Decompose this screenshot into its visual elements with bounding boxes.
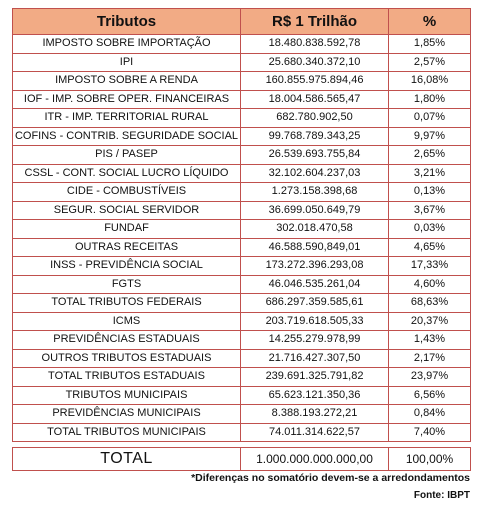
tributo-value-cell: 21.716.427.307,50	[241, 349, 389, 368]
tributo-value-cell: 1.273.158.398,68	[241, 183, 389, 202]
tributo-name-cell: TOTAL TRIBUTOS FEDERAIS	[13, 294, 241, 313]
table-header-row	[13, 9, 471, 35]
tributo-name-cell: FGTS	[13, 275, 241, 294]
tributo-name-cell: IMPOSTO SOBRE IMPORTAÇÃO	[13, 35, 241, 54]
tributo-name-cell: INSS - PREVIDÊNCIA SOCIAL	[13, 257, 241, 276]
table-row	[13, 201, 471, 220]
table-row	[13, 386, 471, 405]
tributo-percent-cell: 0,13%	[389, 183, 471, 202]
tributo-value-cell: 99.768.789.343,25	[241, 127, 389, 146]
tributo-value-cell: 8.388.193.272,21	[241, 405, 389, 424]
table-row	[13, 423, 471, 442]
rounding-note: *Diferenças no somatório devem-se a arredondamentos	[191, 472, 470, 484]
tributo-name-cell: FUNDAF	[13, 220, 241, 239]
tributo-percent-cell: 1,80%	[389, 90, 471, 109]
tributo-value-cell: 46.588.590,849,01	[241, 238, 389, 257]
tax-table	[12, 8, 471, 442]
table-row	[13, 127, 471, 146]
table-row	[13, 405, 471, 424]
tributo-percent-cell: 3,67%	[389, 201, 471, 220]
tributo-percent-cell: 6,56%	[389, 386, 471, 405]
tributo-value-cell: 18.004.586.565,47	[241, 90, 389, 109]
tributo-percent-cell: 3,21%	[389, 164, 471, 183]
total-table	[12, 447, 471, 471]
tributo-name-cell: TRIBUTOS MUNICIPAIS	[13, 386, 241, 405]
tributo-percent-cell: 2,65%	[389, 146, 471, 165]
header-valor: R$ 1 Trilhão	[241, 9, 389, 35]
tributo-value-cell: 46.046.535.261,04	[241, 275, 389, 294]
table-row	[13, 53, 471, 72]
tributo-name-cell: CSSL - CONT. SOCIAL LUCRO LÍQUIDO	[13, 164, 241, 183]
table-row	[13, 109, 471, 128]
table-row	[13, 72, 471, 91]
tributo-name-cell: SEGUR. SOCIAL SERVIDOR	[13, 201, 241, 220]
tributo-percent-cell: 2,17%	[389, 349, 471, 368]
tributo-value-cell: 239.691.325.791,82	[241, 368, 389, 387]
tributo-value-cell: 173.272.396.293,08	[241, 257, 389, 276]
tributo-name-cell: OUTRAS RECEITAS	[13, 238, 241, 257]
total-percent: 100,00%	[389, 448, 471, 471]
tributo-percent-cell: 0,07%	[389, 109, 471, 128]
tributo-name-cell: PREVIDÊNCIAS MUNICIPAIS	[13, 405, 241, 424]
tributo-percent-cell: 16,08%	[389, 72, 471, 91]
total-value: 1.000.000.000.000,00	[241, 448, 389, 471]
tributo-name-cell: IMPOSTO SOBRE A RENDA	[13, 72, 241, 91]
table-row	[13, 146, 471, 165]
tributo-percent-cell: 20,37%	[389, 312, 471, 331]
tributo-value-cell: 32.102.604.237,03	[241, 164, 389, 183]
tributo-value-cell: 302.018.470,58	[241, 220, 389, 239]
source-label: Fonte: IBPT	[413, 490, 470, 501]
tributo-percent-cell: 0,03%	[389, 220, 471, 239]
tributo-name-cell: IPI	[13, 53, 241, 72]
total-row	[13, 448, 471, 471]
tributo-value-cell: 14.255.279.978,99	[241, 331, 389, 350]
tributo-percent-cell: 23,97%	[389, 368, 471, 387]
total-label: TOTAL	[13, 448, 241, 471]
table-row	[13, 368, 471, 387]
tributo-value-cell: 25.680.340.372,10	[241, 53, 389, 72]
table-body	[13, 35, 471, 442]
tributo-percent-cell: 1,43%	[389, 331, 471, 350]
tributo-percent-cell: 4,60%	[389, 275, 471, 294]
tributo-value-cell: 74.011.314.622,57	[241, 423, 389, 442]
table-row	[13, 312, 471, 331]
table-row	[13, 183, 471, 202]
tributo-percent-cell: 2,57%	[389, 53, 471, 72]
table-row	[13, 349, 471, 368]
tributo-value-cell: 18.480.838.592,78	[241, 35, 389, 54]
tributo-value-cell: 203.719.618.505,33	[241, 312, 389, 331]
tributo-value-cell: 686.297.359.585,61	[241, 294, 389, 313]
tributo-name-cell: ICMS	[13, 312, 241, 331]
tributo-percent-cell: 7,40%	[389, 423, 471, 442]
header-tributos: Tributos	[13, 9, 241, 35]
tributo-percent-cell: 0,84%	[389, 405, 471, 424]
tributo-name-cell: ITR - IMP. TERRITORIAL RURAL	[13, 109, 241, 128]
table-row	[13, 331, 471, 350]
tributo-value-cell: 26.539.693.755,84	[241, 146, 389, 165]
tributo-value-cell: 65.623.121.350,36	[241, 386, 389, 405]
tributo-percent-cell: 17,33%	[389, 257, 471, 276]
tributo-name-cell: TOTAL TRIBUTOS MUNICIPAIS	[13, 423, 241, 442]
table-row	[13, 257, 471, 276]
table-row	[13, 90, 471, 109]
table-row	[13, 220, 471, 239]
table-row	[13, 275, 471, 294]
table-row	[13, 164, 471, 183]
tributo-percent-cell: 1,85%	[389, 35, 471, 54]
tributo-name-cell: PREVIDÊNCIAS ESTADUAIS	[13, 331, 241, 350]
tributo-percent-cell: 68,63%	[389, 294, 471, 313]
table-row	[13, 35, 471, 54]
tributo-percent-cell: 4,65%	[389, 238, 471, 257]
table-row	[13, 294, 471, 313]
header-percent: %	[389, 9, 471, 35]
table-row	[13, 238, 471, 257]
tributo-name-cell: IOF - IMP. SOBRE OPER. FINANCEIRAS	[13, 90, 241, 109]
tributo-percent-cell: 9,97%	[389, 127, 471, 146]
tributo-value-cell: 36.699.050.649,79	[241, 201, 389, 220]
tributo-name-cell: OUTROS TRIBUTOS ESTADUAIS	[13, 349, 241, 368]
tributo-name-cell: COFINS - CONTRIB. SEGURIDADE SOCIAL	[13, 127, 241, 146]
tributo-name-cell: TOTAL TRIBUTOS ESTADUAIS	[13, 368, 241, 387]
tributo-value-cell: 682.780.902,50	[241, 109, 389, 128]
tributo-value-cell: 160.855.975.894,46	[241, 72, 389, 91]
tributo-name-cell: PIS / PASEP	[13, 146, 241, 165]
tributo-name-cell: CIDE - COMBUSTÍVEIS	[13, 183, 241, 202]
